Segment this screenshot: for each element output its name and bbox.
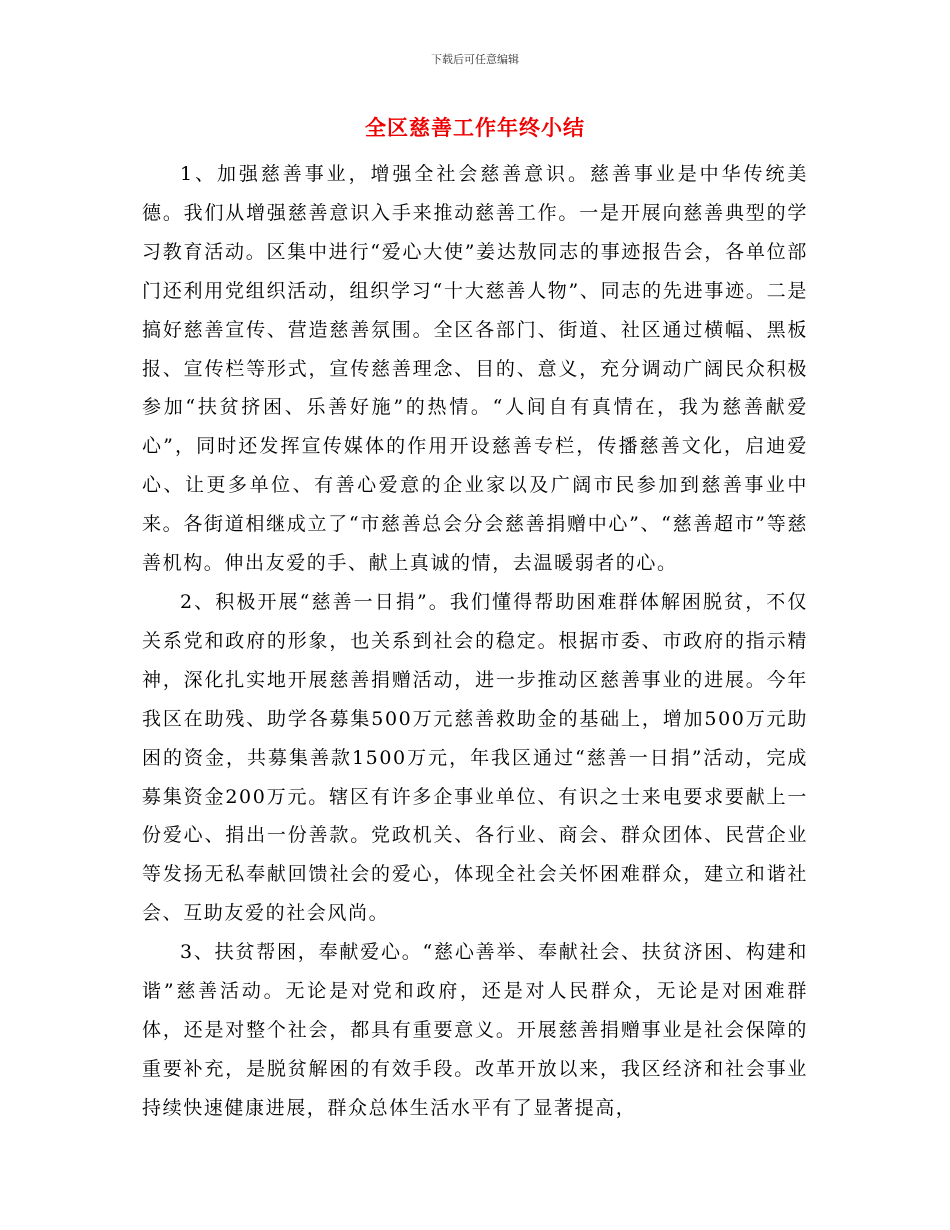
paragraph-3: 3、扶贫帮困，奉献爱心。“慈心善举、奉献社会、扶贫济困、构建和谐”慈善活动。无论是对党和政府，还是对人民群众，无论是对困难群体，还是对整个社会，都具有重要意义。开展慈善捐赠事业是社会保障的重要补充，是脱贫解困的有效手段。改革开放以来，我区经济和社会事业持续快速健康进展，群众总体生活水平有了显著提高， bbox=[142, 941, 808, 1119]
document-title: 全区慈善工作年终小结 bbox=[365, 116, 585, 140]
paragraph-1: 1、加强慈善事业，增强全社会慈善意识。慈善事业是中华传统美德。我们从增强慈善意识入手来推动慈善工作。一是开展向慈善典型的学习教育活动。区集中进行“爱心大使”姜达敖同志的事迹报告会，各单位部门还利用党组织活动，组织学习“十大慈善人物”、同志的先进事迹。二是搞好慈善宣传、营造慈善氛围。全区各部门、街道、社区通过横幅、黑板报、宣传栏等形式，宣传慈善理念、目的、意义，充分调动广阔民众积极参加“扶贫挤困、乐善好施”的热情。“人间自有真情在，我为慈善献爱心”，同时还发挥宣传媒体的作用开设慈善专栏，传播慈善文化，启迪爱心、让更多单位、有善心爱意的企业家以及广阔市民参加到慈善事业中来。各街道相继成立了“市慈善总会分会慈善捐赠中心”、“慈善超市”等慈善机构。伸出友爱的手、献上真诚的情，去温暖弱者的心。 bbox=[142, 163, 808, 575]
document-body bbox=[142, 155, 808, 1128]
paragraph-2: 2、积极开展“慈善一日捐”。我们懂得帮助困难群体解困脱贫，不仅关系党和政府的形象，也关系到社会的稳定。根据市委、市政府的指示精神，深化扎实地开展慈善捐赠活动，进一步推动区慈善事业的进展。今年我区在助残、助学各募集500万元慈善救助金的基础上，增加500万元助困的资金，共募集善款1500万元，年我区通过“慈善一日捐”活动，完成募集资金200万元。辖区有许多企事业单位、有识之士来电要求要献上一份爱心、捐出一份善款。党政机关、各行业、商会、群众团体、民营企业等发扬无私奉献回馈社会的爱心，体现全社会关怀困难群众，建立和谐社会、互助友爱的社会风尚。 bbox=[142, 590, 808, 925]
page-header-note: 下载后可任意编辑 bbox=[431, 53, 519, 66]
